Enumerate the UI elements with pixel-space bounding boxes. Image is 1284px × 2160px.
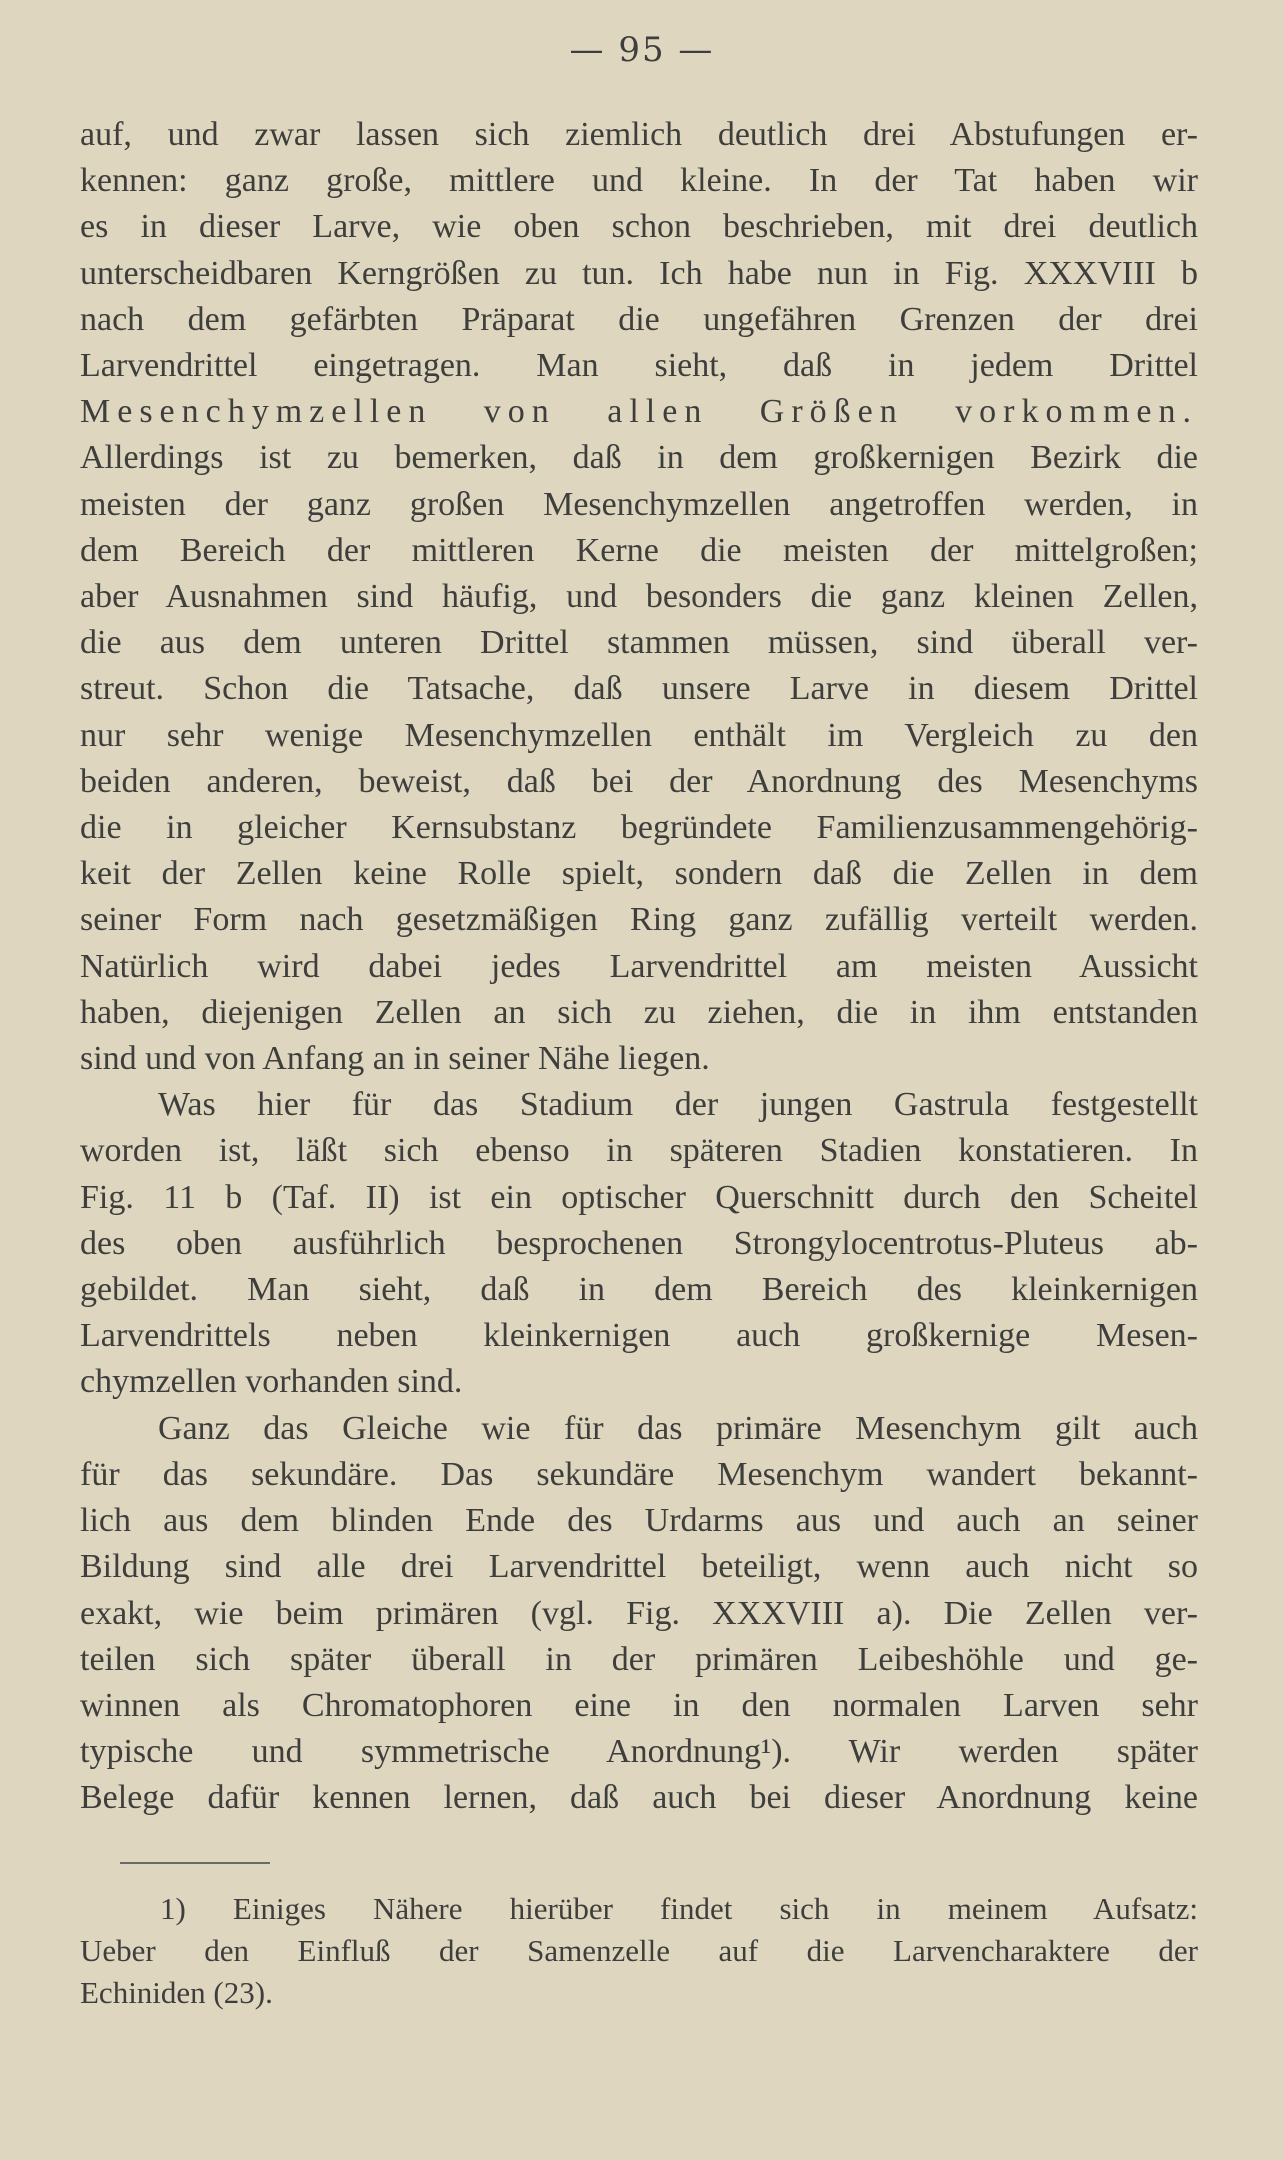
text-line: typische und symmetrische Anordnung¹). Wir werden später bbox=[80, 1733, 1198, 1771]
footnote-line: Echiniden (23). bbox=[80, 1975, 273, 2010]
text-line: aber Ausnahmen sind häufig, und besonders die ganz kleinen Zellen, bbox=[80, 578, 1198, 616]
page-number: — 95 — bbox=[569, 30, 715, 70]
text-line: unterscheidbaren Kerngrößen zu tun. Ich habe nun in Fig. XXXVIII b bbox=[80, 254, 1198, 292]
text-line: nach dem gefärbten Präparat die ungefähren Grenzen der drei bbox=[80, 300, 1198, 338]
text-line: Natürlich wird dabei jedes Larvendrittel am meisten Aussicht bbox=[80, 947, 1198, 985]
text-line: haben, diejenigen Zellen an sich zu ziehen, die in ihm entstanden bbox=[80, 993, 1198, 1031]
text-line: worden ist, läßt sich ebenso in späteren Stadien konstatieren. In bbox=[80, 1132, 1198, 1170]
footnote-line: 1) Einiges Nähere hierüber findet sich in meinem Aufsatz: bbox=[160, 1891, 1198, 1926]
text-line: chymzellen vorhanden sind. bbox=[80, 1363, 463, 1401]
footnote-divider bbox=[120, 1862, 270, 1864]
text-line-emphasized: Mesenchymzellen von allen Größen vorkommen. bbox=[80, 393, 1198, 431]
text-line: die aus dem unteren Drittel stammen müssen, sind überall ver- bbox=[80, 624, 1198, 662]
text-line: Larvendrittels neben kleinkernigen auch großkernige Mesen- bbox=[80, 1317, 1198, 1355]
text-line: meisten der ganz großen Mesenchymzellen angetroffen werden, in bbox=[80, 485, 1198, 523]
body-text bbox=[80, 112, 1198, 1822]
text-line: des oben ausführlich besprochenen Strongylocentrotus-Pluteus ab- bbox=[80, 1224, 1198, 1262]
text-line: für das sekundäre. Das sekundäre Mesenchym wandert bekannt- bbox=[80, 1455, 1198, 1493]
text-line: winnen als Chromatophoren eine in den normalen Larven sehr bbox=[80, 1686, 1198, 1724]
text-line: auf, und zwar lassen sich ziemlich deutlich drei Abstufungen er- bbox=[80, 116, 1198, 153]
text-line: Fig. 11 b (Taf. II) ist ein optischer Querschnitt durch den Scheitel bbox=[80, 1178, 1198, 1216]
text-line: die in gleicher Kernsubstanz begründete Familienzusammengehörig- bbox=[80, 809, 1198, 847]
footnote bbox=[80, 1888, 1198, 2014]
text-line: lich aus dem blinden Ende des Urdarms aus und auch an seiner bbox=[80, 1502, 1198, 1540]
text-line: es in dieser Larve, wie oben schon beschrieben, mit drei deutlich bbox=[80, 208, 1198, 246]
text-line: Bildung sind alle drei Larvendrittel beteiligt, wenn auch nicht so bbox=[80, 1548, 1198, 1586]
text-line: teilen sich später überall in der primären Leibeshöhle und ge- bbox=[80, 1640, 1198, 1678]
text-line: sind und von Anfang an in seiner Nähe liegen. bbox=[80, 1040, 710, 1078]
text-line: Ganz das Gleiche wie für das primäre Mesenchym gilt auch bbox=[158, 1409, 1198, 1447]
text-line: streut. Schon die Tatsache, daß unsere Larve in diesem Drittel bbox=[80, 670, 1198, 708]
text-line: beiden anderen, beweist, daß bei der Anordnung des Mesenchyms bbox=[80, 762, 1198, 800]
text-line: gebildet. Man sieht, daß in dem Bereich des kleinkernigen bbox=[80, 1271, 1198, 1309]
text-line: seiner Form nach gesetzmäßigen Ring ganz zufällig verteilt werden. bbox=[80, 901, 1198, 939]
text-line: Belege dafür kennen lernen, daß auch bei dieser Anordnung keine bbox=[80, 1779, 1198, 1817]
text-line: dem Bereich der mittleren Kerne die meisten der mittelgroßen; bbox=[80, 531, 1198, 569]
footnote-line: Ueber den Einfluß der Samenzelle auf die Larvencharaktere der bbox=[80, 1933, 1198, 1968]
text-line: Allerdings ist zu bemerken, daß in dem großkernigen Bezirk die bbox=[80, 439, 1198, 477]
text-line: kennen: ganz große, mittlere und kleine. In der Tat haben wir bbox=[80, 162, 1198, 200]
text-line: exakt, wie beim primären (vgl. Fig. XXXVIII a). Die Zellen ver- bbox=[80, 1594, 1198, 1632]
text-line: keit der Zellen keine Rolle spielt, sondern daß die Zellen in dem bbox=[80, 855, 1198, 893]
text-line: Larvendrittel eingetragen. Man sieht, daß in jedem Drittel bbox=[80, 347, 1198, 385]
text-line: nur sehr wenige Mesenchymzellen enthält im Vergleich zu den bbox=[80, 716, 1198, 754]
text-line: Was hier für das Stadium der jungen Gastrula festgestellt bbox=[158, 1086, 1198, 1124]
